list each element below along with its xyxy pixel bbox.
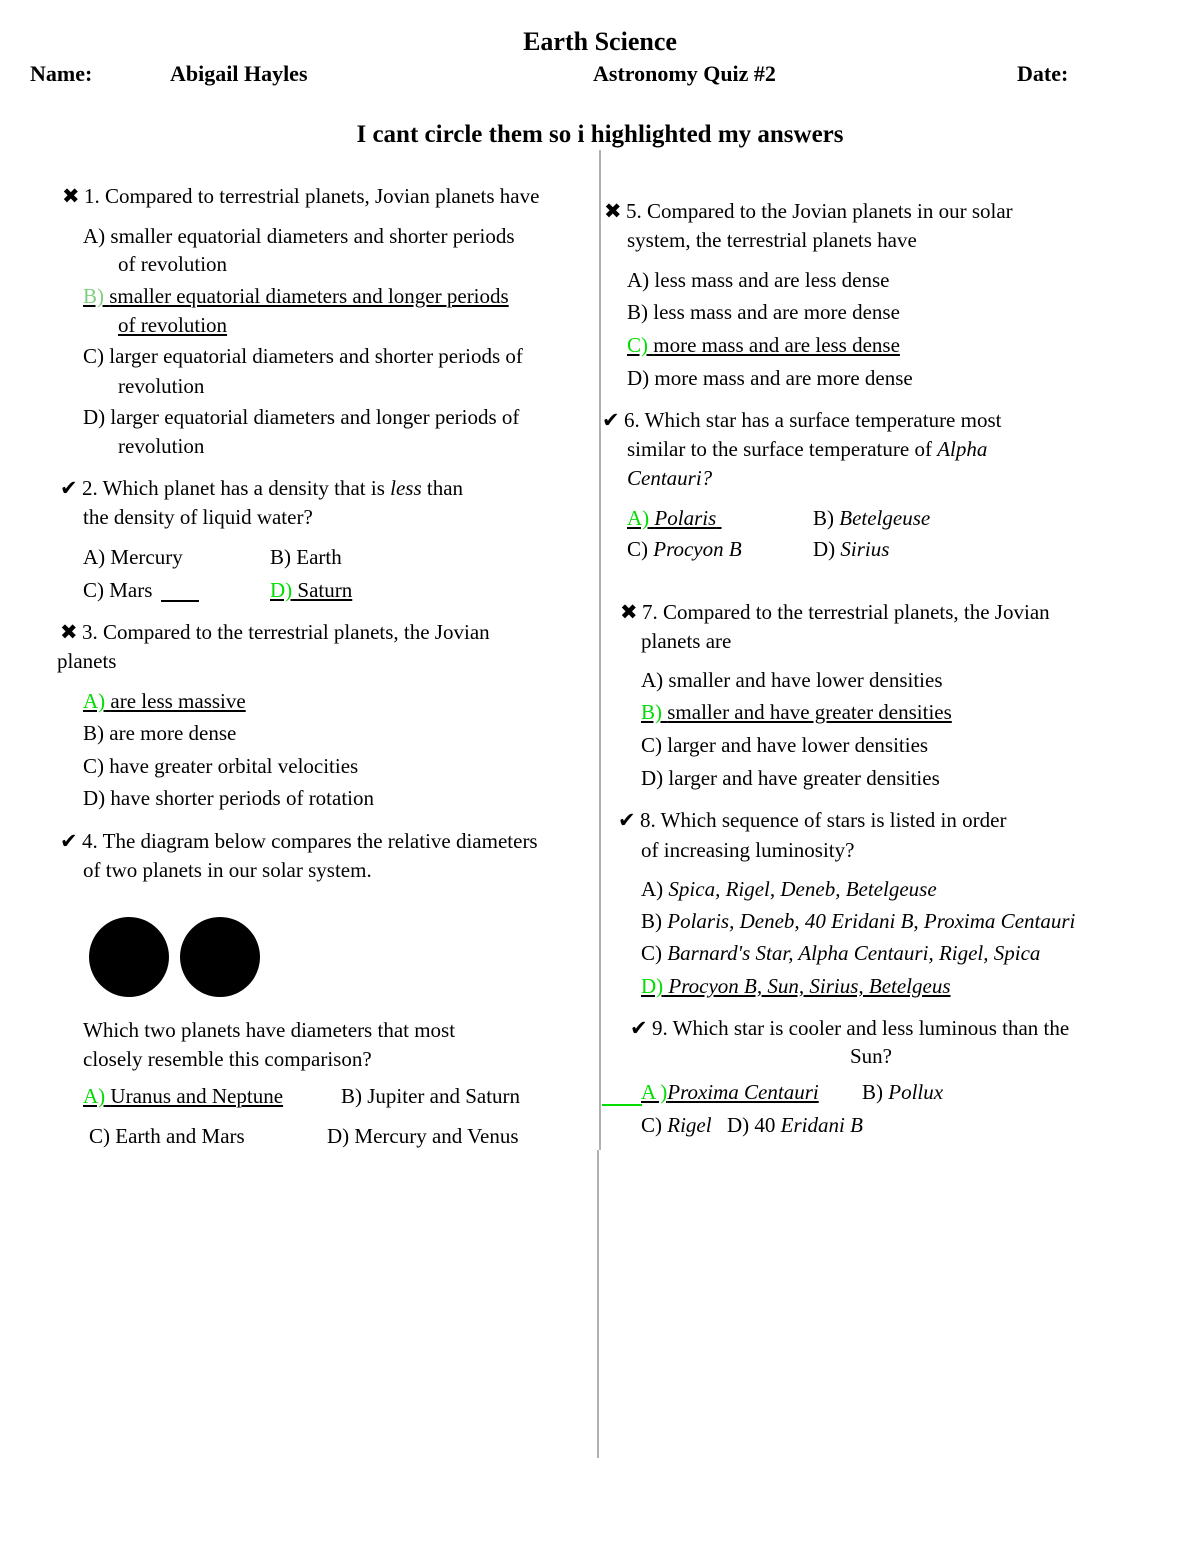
q8-option-d[interactable]: D) Procyon B, Sun, Sirius, Betelgeus bbox=[641, 974, 951, 998]
question-7: ✖ 7. Compared to the terrestrial planets, the Jovian bbox=[620, 598, 1050, 627]
q6-option-d[interactable]: D) Sirius bbox=[813, 537, 890, 561]
question-1: ✖ 1. Compared to terrestrial planets, Jovian planets have bbox=[62, 182, 539, 211]
question-9: ✔ 9. Which star is cooler and less luminous than the bbox=[630, 1014, 1069, 1043]
question-5: ✖ 5. Compared to the Jovian planets in our solar bbox=[604, 197, 1013, 226]
q4-option-d[interactable]: D) Mercury and Venus bbox=[327, 1124, 519, 1148]
q7-option-c[interactable]: C) larger and have lower densities bbox=[641, 733, 929, 757]
q7-option-a[interactable]: A) smaller and have lower densities bbox=[641, 668, 943, 692]
q1-option-c-cont: revolution bbox=[118, 374, 205, 398]
student-name: Abigail Hayles bbox=[170, 61, 308, 86]
q5-option-b[interactable]: B) less mass and are more dense bbox=[627, 300, 900, 324]
wrong-mark-icon: ✖ bbox=[620, 600, 638, 624]
q3-option-a[interactable]: A) are less massive bbox=[83, 689, 246, 713]
check-mark-icon: ✔ bbox=[630, 1016, 648, 1040]
q3-option-b[interactable]: B) are more dense bbox=[83, 721, 237, 745]
wrong-mark-icon: ✖ bbox=[62, 184, 80, 208]
check-mark-icon: ✔ bbox=[602, 408, 620, 432]
planet-circle-right bbox=[180, 917, 260, 997]
q9-option-b[interactable]: B) Pollux bbox=[862, 1080, 944, 1104]
q4-option-b[interactable]: B) Jupiter and Saturn bbox=[341, 1084, 521, 1108]
q1-option-d[interactable]: D) larger equatorial diameters and longer periods of bbox=[83, 405, 520, 429]
q1-option-d-cont: revolution bbox=[118, 434, 205, 458]
date-label: Date: bbox=[1017, 61, 1069, 86]
question-2-cont: the density of liquid water? bbox=[83, 505, 313, 529]
name-label: Name: bbox=[30, 61, 93, 86]
question-4-sub-cont: closely resemble this comparison? bbox=[83, 1047, 372, 1071]
q3-option-c[interactable]: C) have greater orbital velocities bbox=[83, 754, 359, 778]
question-8: ✔ 8. Which sequence of stars is listed in order bbox=[618, 806, 1006, 835]
question-4-sub: Which two planets have diameters that most bbox=[83, 1018, 456, 1042]
q2-option-c[interactable]: C) Mars bbox=[83, 578, 153, 602]
check-mark-icon: ✔ bbox=[618, 808, 636, 832]
q5-option-c[interactable]: C) more mass and are less dense bbox=[627, 333, 900, 357]
wrong-mark-icon: ✖ bbox=[604, 199, 622, 223]
course-title: Earth Science bbox=[523, 27, 677, 56]
q8-option-a[interactable]: A) Spica, Rigel, Deneb, Betelgeuse bbox=[641, 877, 937, 901]
q9-option-c[interactable]: C) Rigel bbox=[641, 1113, 712, 1137]
question-3-cont: planets bbox=[57, 649, 117, 673]
q2-option-b[interactable]: B) Earth bbox=[270, 545, 342, 569]
q1-option-b[interactable]: B) smaller equatorial diameters and longer periods bbox=[83, 284, 509, 308]
check-mark-icon: ✔ bbox=[60, 476, 78, 500]
q3-option-d[interactable]: D) have shorter periods of rotation bbox=[83, 786, 375, 810]
q5-option-d[interactable]: D) more mass and are more dense bbox=[627, 366, 913, 390]
q4-option-a[interactable]: A) Uranus and Neptune bbox=[83, 1084, 284, 1108]
question-8-cont: of increasing luminosity? bbox=[641, 838, 855, 862]
q6-option-a[interactable]: A) Polaris bbox=[627, 506, 717, 530]
question-6-cont2: Centauri? bbox=[627, 466, 713, 490]
q6-option-c[interactable]: C) Procyon B bbox=[627, 537, 742, 561]
question-4-cont: of two planets in our solar system. bbox=[83, 858, 372, 882]
question-4: ✔ 4. The diagram below compares the relative diameters bbox=[60, 827, 538, 856]
student-note: I cant circle them so i highlighted my answers bbox=[356, 121, 844, 148]
wrong-mark-icon: ✖ bbox=[60, 620, 78, 644]
q7-option-b[interactable]: B) smaller and have greater densities bbox=[641, 700, 952, 724]
q2-option-d[interactable]: D) Saturn bbox=[270, 578, 353, 602]
planet-circle-left bbox=[89, 917, 169, 997]
question-5-cont: system, the terrestrial planets have bbox=[627, 228, 917, 252]
q2-option-a[interactable]: A) Mercury bbox=[83, 545, 183, 569]
highlight-line bbox=[602, 1104, 642, 1106]
quiz-title: Astronomy Quiz #2 bbox=[593, 61, 776, 86]
column-divider bbox=[599, 150, 601, 1150]
column-divider-lower bbox=[597, 1150, 599, 1458]
question-3: ✖ 3. Compared to the terrestrial planets, the Jovian bbox=[60, 618, 490, 647]
blank-underline bbox=[161, 600, 199, 602]
question-7-cont: planets are bbox=[641, 629, 732, 653]
q9-option-a[interactable]: A )Proxima Centauri bbox=[641, 1080, 819, 1104]
q1-option-c[interactable]: C) larger equatorial diameters and shorter periods of bbox=[83, 344, 523, 368]
question-2: ✔ 2. Which planet has a density that is less than bbox=[60, 474, 463, 503]
question-6: ✔ 6. Which star has a surface temperature most bbox=[602, 406, 1001, 435]
q8-option-c[interactable]: C) Barnard's Star, Alpha Centauri, Rigel, Spica bbox=[641, 941, 1041, 965]
question-9-cont: Sun? bbox=[850, 1044, 892, 1068]
q6-option-b[interactable]: B) Betelgeuse bbox=[813, 506, 931, 530]
q1-option-b-cont: of revolution bbox=[118, 313, 228, 337]
q8-option-b[interactable]: B) Polaris, Deneb, 40 Eridani B, Proxima Centauri bbox=[641, 909, 1076, 933]
q1-option-a-cont: of revolution bbox=[118, 252, 228, 276]
question-6-cont: similar to the surface temperature of Alpha bbox=[627, 437, 988, 461]
q9-option-d[interactable]: D) 40 Eridani B bbox=[727, 1113, 863, 1137]
q5-option-a[interactable]: A) less mass and are less dense bbox=[627, 268, 890, 292]
check-mark-icon: ✔ bbox=[60, 829, 78, 853]
q7-option-d[interactable]: D) larger and have greater densities bbox=[641, 766, 940, 790]
q1-option-a[interactable]: A) smaller equatorial diameters and shorter periods bbox=[83, 224, 515, 248]
q4-option-c[interactable]: C) Earth and Mars bbox=[89, 1124, 245, 1148]
